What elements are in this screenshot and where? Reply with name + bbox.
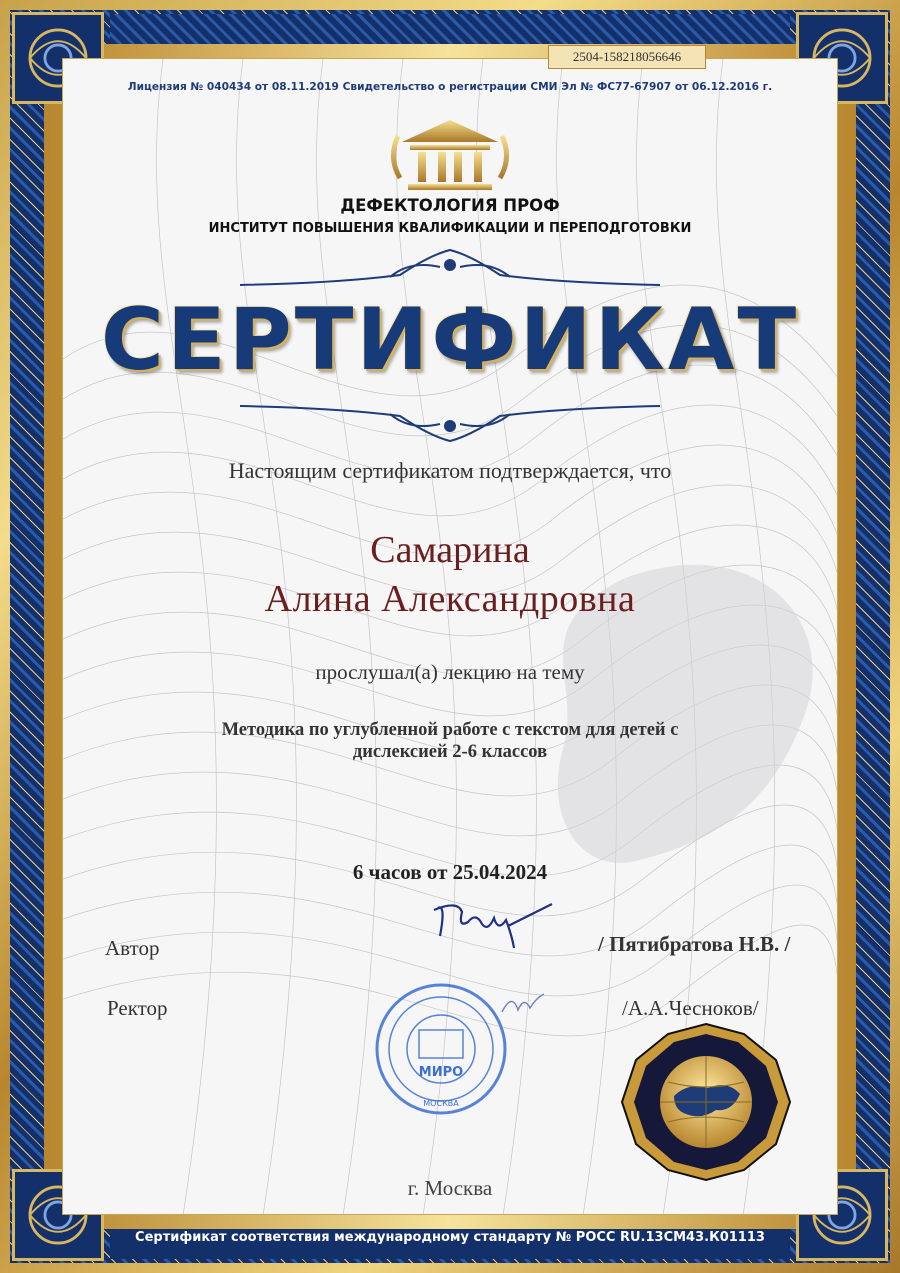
flourish-top-icon xyxy=(240,245,660,295)
topic-line-1: Методика по углубленной работе с текстом для детей с xyxy=(221,720,679,740)
hours-date: 6 часов от 25.04.2024 xyxy=(352,860,548,884)
institute-building-icon xyxy=(380,118,520,196)
institute-name: ДЕФЕКТОЛОГИЯ ПРОФ xyxy=(340,196,560,215)
certificate-title: СЕРТИФИКАТ xyxy=(100,290,800,390)
institute-stamp-icon xyxy=(372,980,510,1118)
iso-certificate-text: Сертификат соответствия международному стандарту № РОСС RU.13СМ43.К01113 xyxy=(135,1230,765,1245)
flourish-bottom-icon xyxy=(240,396,660,446)
author-label: Автор xyxy=(105,936,160,960)
action-text: прослушал(а) лекцию на тему xyxy=(315,660,585,684)
recipient-given-names: Алина Александровна xyxy=(264,578,636,620)
confirmation-text: Настоящим сертификатом подтверждается, что xyxy=(228,458,672,483)
topic-line-2: дислексией 2-6 классов xyxy=(352,742,548,762)
rector-label: Ректор xyxy=(107,996,168,1020)
author-name: / Пятибратова Н.В. / xyxy=(598,932,791,956)
stamp-center-text: МИРО xyxy=(418,1065,464,1080)
registration-number: 2504-158218056646 xyxy=(548,45,706,69)
institute-subtitle: ИНСТИТУТ ПОВЫШЕНИЯ КВАЛИФИКАЦИИ И ПЕРЕПОДГОТОВКИ xyxy=(208,221,692,236)
recipient-surname: Самарина xyxy=(370,529,530,571)
certification-seal-icon xyxy=(618,1022,794,1182)
top-ornament-band xyxy=(110,14,790,44)
license-text: Лицензия № 040434 от 08.11.2019 Свидетельство о регистрации СМИ Эл № ФС77-67907 от 06.12.2016 г. xyxy=(127,81,773,93)
author-signature-icon xyxy=(428,896,558,952)
city: г. Москва xyxy=(407,1176,493,1200)
rector-name: /А.А.Чесноков/ xyxy=(622,996,759,1020)
stamp-bottom-text: МОСКВА xyxy=(423,1099,459,1108)
